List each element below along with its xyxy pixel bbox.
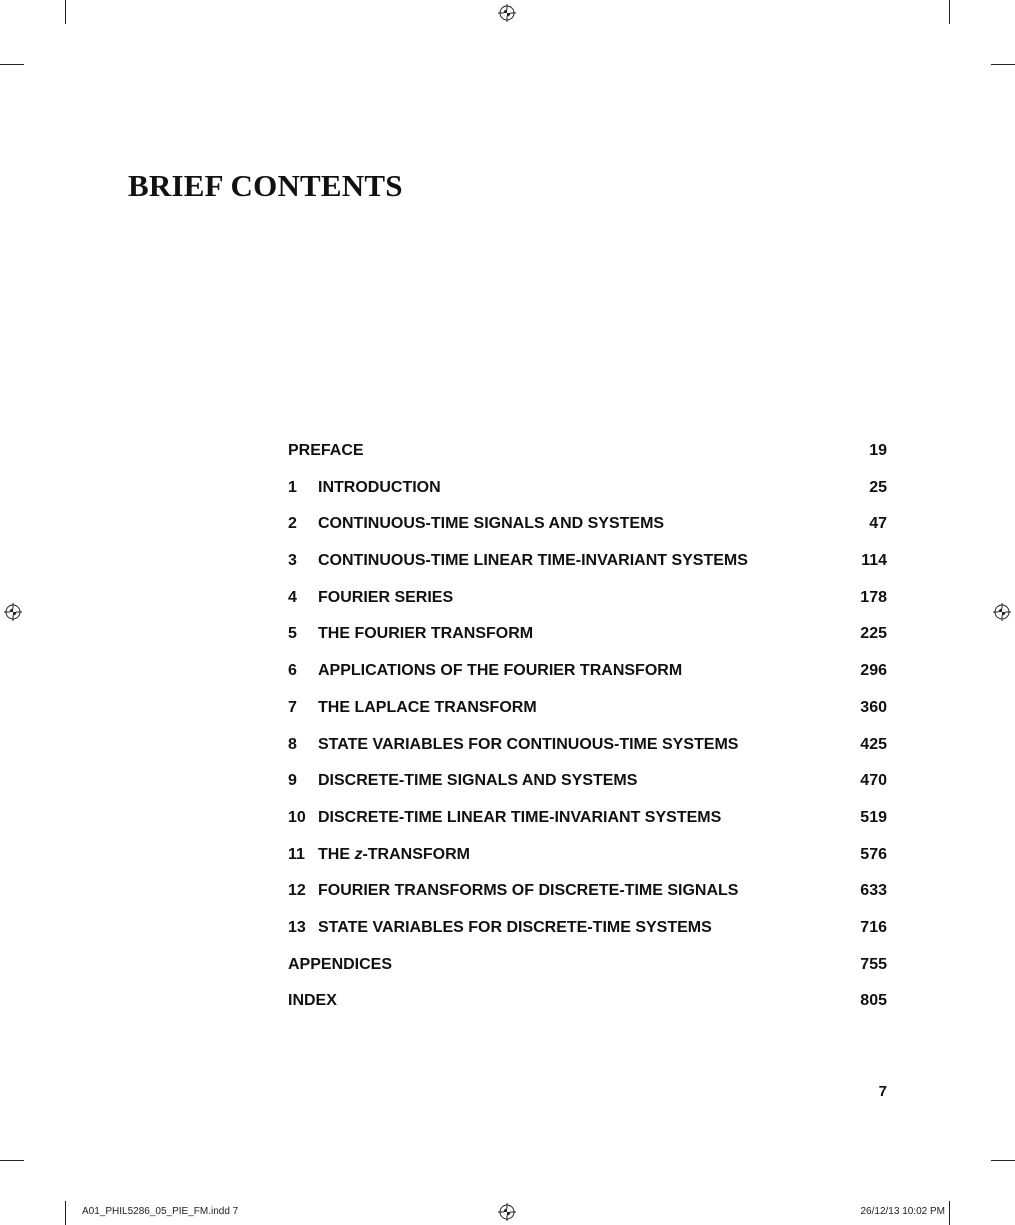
toc-entry-title	[318, 836, 847, 874]
toc-entry-preface[interactable]	[288, 432, 887, 469]
toc-entry-title: STATE VARIABLES FOR CONTINUOUS-TIME SYSTEMS	[318, 735, 739, 753]
toc-entry-page: 360	[860, 698, 887, 716]
toc-entry-title: INDEX	[288, 992, 337, 1010]
page-title: BRIEF CONTENTS	[128, 168, 403, 203]
slug-file-name: A01_PHIL5286_05_PIE_FM.indd 7	[82, 1206, 239, 1217]
toc-entry-title-italic: z	[354, 845, 363, 863]
toc-entry-title: PREFACE	[288, 442, 364, 459]
toc-entry-page: 47	[869, 515, 887, 533]
toc-entry-page: 178	[860, 588, 887, 606]
toc-entry-chapter-6[interactable]	[288, 652, 887, 689]
toc-entry-number: 13	[288, 918, 306, 936]
toc-entry-page: 519	[860, 808, 887, 826]
toc-entry-page: 296	[860, 662, 887, 680]
toc-entry-page: 225	[860, 625, 887, 643]
toc-entry-chapter-12[interactable]	[288, 872, 887, 909]
slug-datetime: 26/12/13 10:02 PM	[860, 1206, 945, 1217]
toc-entry-page: 633	[860, 882, 887, 900]
toc-entry-number: 10	[288, 808, 306, 826]
toc-entry-chapter-10[interactable]	[288, 799, 887, 836]
toc-entry-title: DISCRETE-TIME LINEAR TIME-INVARIANT SYSTEMS	[318, 808, 722, 826]
toc-entry-title: CONTINUOUS-TIME LINEAR TIME-INVARIANT SYSTEMS	[318, 552, 748, 570]
toc-entry-chapter-3[interactable]	[288, 542, 887, 579]
crop-mark-right-bottom	[991, 1160, 1015, 1161]
toc-entry-page: 25	[869, 478, 887, 496]
toc-entry-page: 19	[869, 442, 887, 459]
toc-entry-page: 470	[860, 772, 887, 790]
toc-entry-number: 6	[288, 662, 297, 680]
toc-entry-page: 755	[860, 955, 887, 973]
toc-entry-chapter-7[interactable]	[288, 689, 887, 726]
toc-entry-number: 8	[288, 735, 297, 753]
crop-mark-bottom-right	[949, 1201, 950, 1225]
toc-entry-chapter-9[interactable]	[288, 762, 887, 799]
registration-mark-icon	[498, 4, 516, 22]
toc-entry-title-suffix: -TRANSFORM	[362, 845, 470, 863]
toc-entry-title: APPENDICES	[288, 955, 393, 973]
toc-entry-page: 114	[861, 552, 887, 570]
toc-entry-index[interactable]	[288, 982, 887, 1019]
toc-entry-title: APPLICATIONS OF THE FOURIER TRANSFORM	[318, 662, 683, 680]
toc-entry-title: FOURIER TRANSFORMS OF DISCRETE-TIME SIGNALS	[318, 882, 739, 900]
toc-entry-title: THE FOURIER TRANSFORM	[318, 625, 534, 643]
table-of-contents	[288, 432, 887, 1019]
registration-mark-icon	[4, 603, 22, 621]
registration-mark-icon	[498, 1203, 516, 1221]
toc-entry-chapter-2[interactable]	[288, 505, 887, 542]
toc-entry-number: 12	[288, 882, 306, 900]
toc-entry-chapter-11[interactable]	[288, 836, 887, 873]
toc-entry-number: 2	[288, 515, 297, 533]
toc-entry-title: FOURIER SERIES	[318, 588, 454, 606]
crop-mark-left-top	[0, 64, 24, 65]
toc-entry-number: 3	[288, 552, 297, 570]
toc-entry-number: 4	[288, 588, 297, 606]
toc-entry-chapter-5[interactable]	[288, 615, 887, 652]
crop-mark-left-bottom	[0, 1160, 24, 1161]
toc-entry-chapter-13[interactable]	[288, 909, 887, 946]
toc-entry-page: 425	[860, 735, 887, 753]
toc-entry-title-prefix: THE	[318, 845, 355, 863]
toc-entry-chapter-8[interactable]	[288, 726, 887, 763]
toc-entry-title: INTRODUCTION	[318, 478, 441, 496]
toc-entry-chapter-4[interactable]	[288, 579, 887, 616]
toc-entry-page: 805	[860, 992, 887, 1010]
toc-entry-number: 9	[288, 772, 297, 790]
toc-entry-title: DISCRETE-TIME SIGNALS AND SYSTEMS	[318, 772, 638, 790]
crop-mark-bottom-left	[65, 1201, 66, 1225]
toc-entry-appendices[interactable]	[288, 946, 887, 983]
toc-entry-title: STATE VARIABLES FOR DISCRETE-TIME SYSTEMS	[318, 918, 712, 936]
toc-entry-title: CONTINUOUS-TIME SIGNALS AND SYSTEMS	[318, 515, 665, 533]
toc-entry-number: 11	[288, 845, 305, 863]
toc-entry-page: 716	[860, 918, 887, 936]
registration-mark-icon	[993, 603, 1011, 621]
page-number: 7	[878, 1083, 887, 1100]
toc-entry-number: 5	[288, 625, 297, 643]
toc-entry-number: 1	[288, 478, 297, 496]
toc-entry-number: 7	[288, 698, 297, 716]
crop-mark-right-top	[991, 64, 1015, 65]
toc-entry-title: THE LAPLACE TRANSFORM	[318, 698, 537, 716]
crop-mark-top-right	[949, 0, 950, 24]
toc-entry-page: 576	[860, 845, 887, 863]
toc-entry-chapter-1[interactable]	[288, 469, 887, 506]
crop-mark-top-left	[65, 0, 66, 24]
